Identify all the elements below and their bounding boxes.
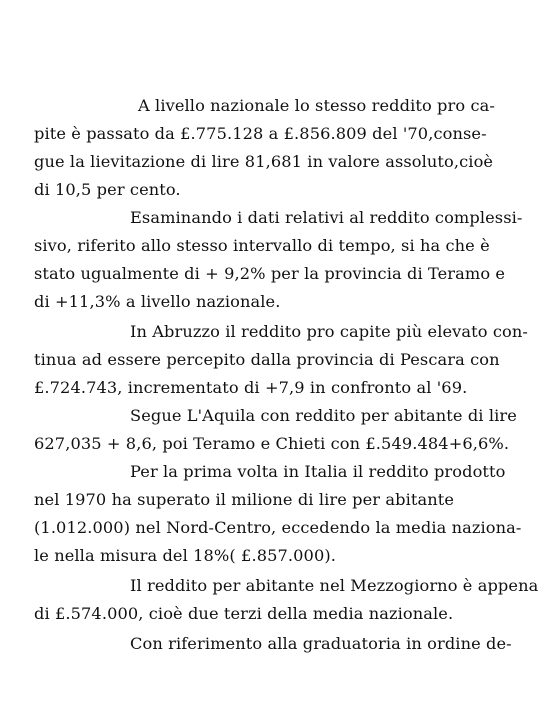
text-line: 627,035 + 8,6, poi Teramo e Chieti con £.549.484+6,6%. <box>34 434 510 453</box>
text-line: (1.012.000) nel Nord-Centro, eccedendo la media naziona- <box>34 518 522 537</box>
text-line: pite è passato da £.775.128 a £.856.809 del '70,conse- <box>34 124 487 143</box>
text-line: di +11,3% a livello nazionale. <box>34 292 281 311</box>
text-line: Per la prima volta in Italia il reddito prodotto <box>130 462 506 481</box>
text-line: le nella misura del 18%( £.857.000). <box>34 546 337 565</box>
text-line: sivo, riferito allo stesso intervallo di tempo, si ha che è <box>34 236 490 255</box>
text-line: £.724.743, incrementato di +7,9 in confronto al '69. <box>34 378 468 397</box>
text-line: nel 1970 ha superato il milione di lire per abitante <box>34 490 455 509</box>
text-line: di £.574.000, cioè due terzi della media nazionale. <box>34 604 454 623</box>
text-line: Segue L'Aquila con reddito per abitante di lire <box>130 406 517 425</box>
text-line: Il reddito per abitante nel Mezzogiorno è appena <box>130 576 539 595</box>
text-line: tinua ad essere percepito dalla provincia di Pescara con <box>34 350 500 369</box>
text-line: di 10,5 per cento. <box>34 180 181 199</box>
text-line: In Abruzzo il reddito pro capite più elevato con- <box>130 322 528 341</box>
text-line: stato ugualmente di + 9,2% per la provincia di Teramo e <box>34 264 506 283</box>
text-line: A livello nazionale lo stesso reddito pro ca- <box>138 96 495 115</box>
text-line: gue la lievitazione di lire 81,681 in valore assoluto,cioè <box>34 152 494 171</box>
text-line: Con riferimento alla graduatoria in ordine de- <box>130 634 512 653</box>
text-line: Esaminando i dati relativi al reddito complessi- <box>130 208 523 227</box>
